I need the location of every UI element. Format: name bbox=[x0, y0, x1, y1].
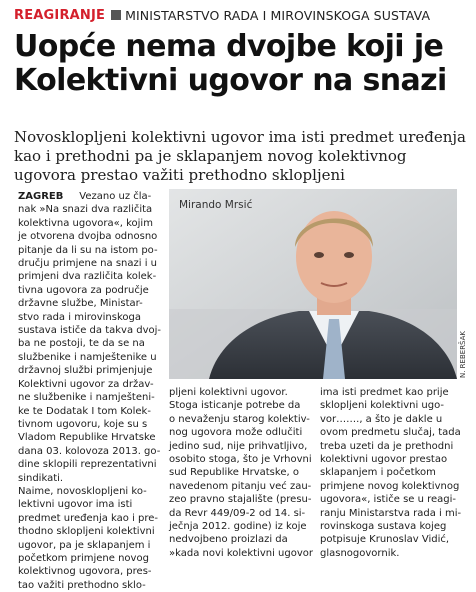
body-line: državne službe, Ministar- bbox=[18, 298, 143, 310]
body-line: ima isti predmet kao prije bbox=[320, 387, 449, 398]
body-column-2 bbox=[169, 386, 311, 560]
body-line: nak »Na snazi dva različita bbox=[18, 204, 153, 216]
body-line: službenike i namještenike u bbox=[18, 351, 157, 363]
body-line: rovinskoga sustava kojeg bbox=[320, 521, 447, 533]
body-line: primjeni dva različita kolek- bbox=[18, 271, 157, 283]
body-line: vor……., a što je dakle u bbox=[320, 413, 443, 425]
body-line: treba uzeti da je prethodni bbox=[320, 440, 454, 452]
body-line: kolektivna ugovora«, kojim bbox=[18, 217, 153, 229]
body-line: nog ugovora može odlučiti bbox=[169, 427, 303, 439]
body-line: nedvojbeno proizlazi da bbox=[169, 534, 288, 546]
kicker bbox=[14, 6, 430, 24]
body-line: sklopljeni kolektivni ugo- bbox=[320, 400, 445, 412]
body-line: zeo pravno stajalište (presu- bbox=[169, 494, 312, 506]
body-line: dana 03. kolovoza 2013. go- bbox=[18, 445, 161, 457]
body-line: ba ne postoji, te da se na bbox=[18, 338, 145, 350]
body-line: dine sklopili reprezentativni bbox=[18, 459, 157, 471]
body-line: pljeni kolektivni ugovor. bbox=[169, 387, 288, 398]
body-line: državnoj službi primjenjuje bbox=[18, 365, 153, 377]
body-line: ugovor, pa je sklapanjem i bbox=[18, 539, 151, 551]
body-line: kolektivni ugovor prestao bbox=[320, 454, 448, 466]
body-line: kolektivnog ugovora, pres- bbox=[18, 566, 152, 578]
body-line: ke te Dodatak I tom Kolek- bbox=[18, 405, 151, 417]
dateline: ZAGREB bbox=[18, 191, 64, 202]
body-line: Kolektivni ugovor za držav- bbox=[18, 378, 154, 390]
body-line: tivnom ugovoru, koje su s bbox=[18, 418, 148, 430]
portrait-photo bbox=[169, 189, 457, 379]
body-line: pitanje da li su na istom po- bbox=[18, 244, 158, 256]
body-line: ZAGREB Vezano uz čla- bbox=[18, 191, 152, 202]
body-line: ugovora«, ističe se u reagi- bbox=[320, 494, 457, 506]
body-line: je otvorena dvojba odnosno bbox=[18, 231, 158, 243]
body-line: glasnogovornik. bbox=[320, 547, 400, 559]
body-line: tivna ugovora za područje bbox=[18, 284, 149, 296]
body-line: predmet uređenja kao i pre- bbox=[18, 512, 159, 524]
body-column-1 bbox=[18, 190, 162, 592]
body-line: sindikati. bbox=[18, 472, 64, 484]
body-line: sud Republike Hrvatske, o bbox=[169, 467, 299, 479]
body-line: Naime, novosklopljeni ko- bbox=[18, 485, 147, 497]
body-line: Vladom Republike Hrvatske bbox=[18, 432, 156, 444]
body-line: thodno sklopljeni kolektivni bbox=[18, 526, 155, 538]
kicker-section: MINISTARSTVO RADA I MIROVINSKOGA SUSTAVA bbox=[125, 7, 431, 23]
body-line: tao važiti prethodno sklo- bbox=[18, 579, 146, 591]
headline-line-1: Uopće nema dvojbe koji je bbox=[14, 29, 444, 64]
body-line: sklapanjem i početkom bbox=[320, 467, 436, 479]
body-line: ranju Ministarstva rada i mi- bbox=[320, 507, 462, 519]
deck-line-1: Novosklopljeni kolektivni ugovor ima isti predmet uređenja bbox=[14, 128, 466, 146]
body-line: dručju primjene na snazi i u bbox=[18, 258, 157, 270]
portrait-image bbox=[169, 189, 457, 379]
body-line: potpisuje Krunoslav Vidić, bbox=[320, 534, 450, 546]
body-line: stvo rada i mirovinskoga bbox=[18, 311, 141, 323]
deck-line-3: ugovora prestao važiti prethodno sklopljeni bbox=[14, 166, 345, 184]
photo-caption: Mirando Mrsić bbox=[179, 199, 253, 211]
headline-line-2: Kolektivni ugovor na snazi bbox=[14, 63, 447, 98]
body-column-3 bbox=[320, 386, 462, 560]
body-line: lektivni ugovor ima isti bbox=[18, 499, 133, 511]
deck bbox=[14, 128, 466, 185]
body-line: primjene novog kolektivnog bbox=[320, 480, 460, 492]
body-line: osobito stoga, što je Vrhovni bbox=[169, 454, 312, 466]
body-line: Stoga isticanje potrebe da bbox=[169, 400, 301, 412]
body-line: jedino sud, nije prihvatljivo, bbox=[169, 440, 308, 452]
body-line: sustava ističe da takva dvoj- bbox=[18, 325, 162, 337]
deck-line-2: kao i prethodni pa je sklapanjem novog kolektivnog bbox=[14, 147, 407, 165]
body-line: ne službenike i namješteni- bbox=[18, 392, 155, 404]
headline bbox=[14, 30, 464, 98]
kicker-tag: REAGIRANJE bbox=[14, 7, 106, 23]
body-line: »kada novi kolektivni ugovor bbox=[169, 547, 313, 559]
body-line: početkom primjene novog bbox=[18, 552, 149, 564]
body-line: da Revr 449/09-2 od 14. si- bbox=[169, 507, 306, 519]
body-line: ovom predmetu slučaj, tada bbox=[320, 427, 461, 439]
body-line: ječnja 2012. godine) iz koje bbox=[169, 521, 307, 533]
body-line: o nevaženju starog kolektiv- bbox=[169, 413, 310, 425]
square-bullet-icon bbox=[111, 10, 121, 20]
photo-credit: N. REBERŠAK bbox=[459, 330, 467, 378]
body-line: navedenom pitanju već zau- bbox=[169, 480, 312, 492]
